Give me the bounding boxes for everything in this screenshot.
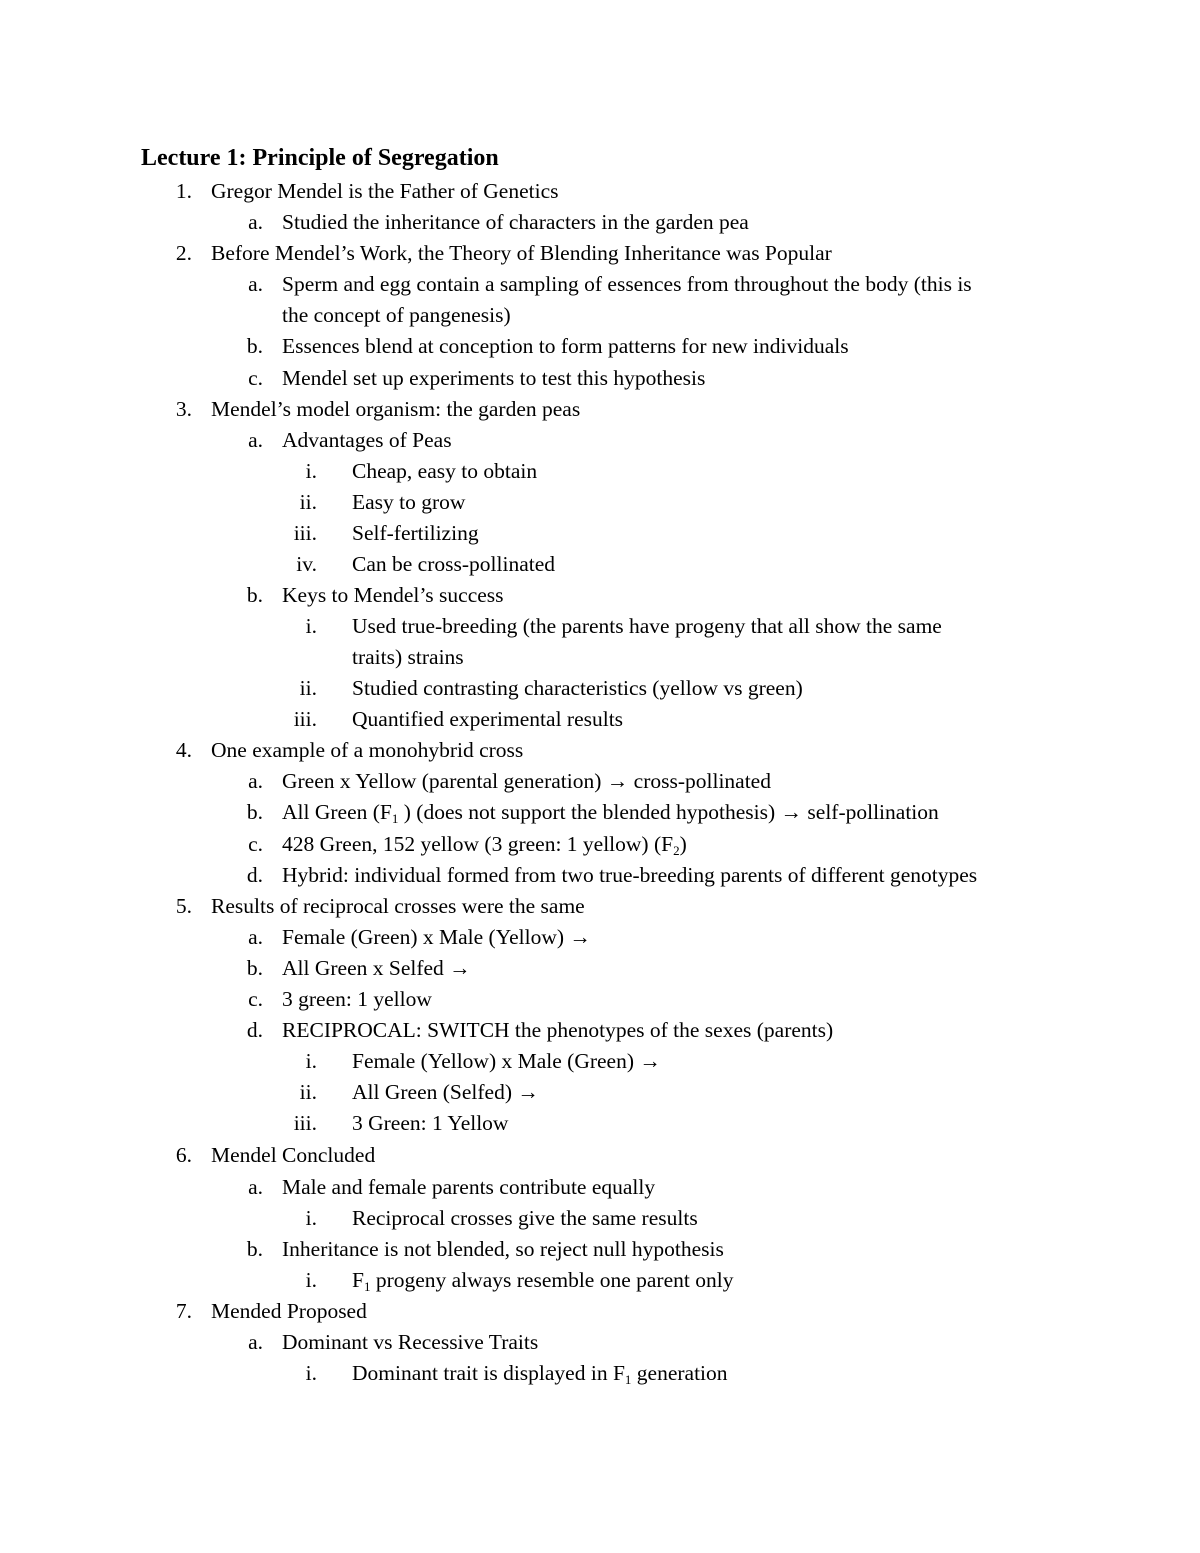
text-part: Dominant trait is displayed in F xyxy=(352,1361,625,1385)
item-marker: i. xyxy=(305,1268,317,1292)
text-part: All Green (F xyxy=(282,800,392,824)
item-marker: 5. xyxy=(175,894,192,918)
item-marker: a. xyxy=(248,210,263,234)
item-text: Self-fertilizing xyxy=(352,521,479,545)
item-marker: b. xyxy=(246,956,263,980)
item-text xyxy=(282,797,939,828)
item-marker: i. xyxy=(305,1361,317,1385)
subscript: 2 xyxy=(673,843,680,858)
item-marker: b. xyxy=(246,583,263,607)
item-text: traits) strains xyxy=(352,645,464,669)
item-text: Cheap, easy to obtain xyxy=(352,459,538,483)
item-marker: 6. xyxy=(175,1143,192,1167)
item-marker: a. xyxy=(248,925,263,949)
item-text xyxy=(352,1358,728,1389)
subscript: 1 xyxy=(363,1279,371,1294)
item-marker: ii. xyxy=(299,490,317,514)
item-text: Mendel’s model organism: the garden peas xyxy=(211,397,581,421)
item-text: 3 Green: 1 Yellow xyxy=(352,1111,509,1135)
item-marker: 7. xyxy=(175,1299,192,1323)
item-marker: d. xyxy=(246,1018,263,1042)
item-marker: 4. xyxy=(175,738,192,762)
item-text: Female (Yellow) x Male (Green) → xyxy=(352,1049,661,1073)
item-text: Green x Yellow (parental generation) → cross-pollinated xyxy=(282,769,771,793)
item-marker: i. xyxy=(305,1049,317,1073)
text-part: ) (does not support the blended hypothesis) → self-pollination xyxy=(398,800,939,824)
item-marker: c. xyxy=(248,987,263,1011)
item-text: Studied the inheritance of characters in the garden pea xyxy=(282,210,749,234)
item-marker: a. xyxy=(248,1175,263,1199)
item-marker: iii. xyxy=(293,1111,317,1135)
item-text: Advantages of Peas xyxy=(282,428,452,452)
item-text: Female (Green) x Male (Yellow) → xyxy=(282,925,591,949)
item-marker: iv. xyxy=(296,552,317,576)
item-marker: ii. xyxy=(299,1080,317,1104)
item-marker: d. xyxy=(246,863,263,887)
item-text: Studied contrasting characteristics (yellow vs green) xyxy=(352,676,803,700)
item-marker: iii. xyxy=(293,521,317,545)
item-marker: b. xyxy=(246,334,263,358)
text-part: generation xyxy=(631,1361,728,1385)
item-text: 3 green: 1 yellow xyxy=(282,987,432,1011)
item-text: Keys to Mendel’s success xyxy=(282,583,504,607)
item-text: RECIPROCAL: SWITCH the phenotypes of the sexes (parents) xyxy=(282,1018,834,1042)
item-text: Easy to grow xyxy=(352,490,466,514)
item-text: Mendel Concluded xyxy=(211,1143,376,1167)
item-text: Can be cross-pollinated xyxy=(352,552,556,576)
item-text: All Green (Selfed) → xyxy=(352,1080,539,1104)
item-text: Gregor Mendel is the Father of Genetics xyxy=(211,179,559,203)
item-text: Dominant vs Recessive Traits xyxy=(282,1330,539,1354)
text-part: ) xyxy=(679,832,687,856)
lecture-title: Lecture 1: Principle of Segregation xyxy=(141,145,499,171)
item-marker: 1. xyxy=(175,179,192,203)
item-marker: c. xyxy=(248,832,263,856)
item-marker: a. xyxy=(248,769,263,793)
item-marker: i. xyxy=(305,614,317,638)
item-text: Male and female parents contribute equally xyxy=(282,1175,656,1199)
item-marker: b. xyxy=(246,800,263,824)
item-marker: a. xyxy=(248,1330,263,1354)
item-text: Before Mendel’s Work, the Theory of Blending Inheritance was Popular xyxy=(211,241,832,265)
text-part: F xyxy=(352,1268,364,1292)
text-part: 428 Green, 152 yellow (3 green: 1 yellow) (F xyxy=(282,832,674,856)
item-marker: a. xyxy=(248,428,263,452)
item-text xyxy=(352,1265,733,1296)
item-marker: a. xyxy=(248,272,263,296)
item-text: All Green x Selfed → xyxy=(282,956,471,980)
item-text: Sperm and egg contain a sampling of essences from throughout the body (this is xyxy=(282,272,972,296)
item-marker: 3. xyxy=(175,397,192,421)
item-text: Reciprocal crosses give the same results xyxy=(352,1206,698,1230)
item-marker: 2. xyxy=(175,241,192,265)
item-marker: i. xyxy=(305,459,317,483)
subscript: 1 xyxy=(391,811,399,826)
item-text: Essences blend at conception to form patterns for new individuals xyxy=(282,334,849,358)
item-text: Quantified experimental results xyxy=(352,707,624,731)
subscript: 1 xyxy=(624,1372,632,1387)
item-text: the concept of pangenesis) xyxy=(282,303,511,327)
item-marker: b. xyxy=(246,1237,263,1261)
item-text xyxy=(282,829,687,860)
item-text: One example of a monohybrid cross xyxy=(211,738,524,762)
text-part: progeny always resemble one parent only xyxy=(370,1268,734,1292)
item-marker: iii. xyxy=(293,707,317,731)
item-marker: ii. xyxy=(299,676,317,700)
item-text: Mended Proposed xyxy=(211,1299,367,1323)
item-text: Results of reciprocal crosses were the same xyxy=(211,894,585,918)
item-text: Inheritance is not blended, so reject null hypothesis xyxy=(282,1237,724,1261)
item-marker: c. xyxy=(248,366,263,390)
item-text: Mendel set up experiments to test this hypothesis xyxy=(282,366,706,390)
item-marker: i. xyxy=(305,1206,317,1230)
item-text: Used true-breeding (the parents have progeny that all show the same xyxy=(352,614,942,638)
item-text: Hybrid: individual formed from two true-breeding parents of different genotypes xyxy=(282,863,978,887)
